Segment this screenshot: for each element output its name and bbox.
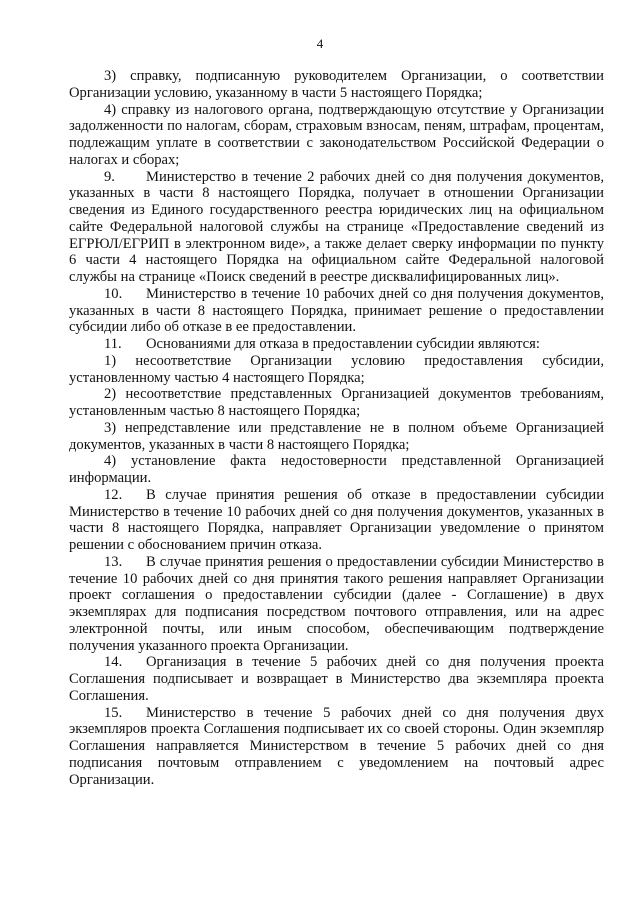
paragraph-11 (69, 336, 604, 353)
page-number: 4 (316, 36, 324, 51)
paragraph-text: 1) несоответствие Организации условию предоставления субсидии, установленному частью 4 настоящего Порядка; (69, 352, 604, 386)
paragraph-text: Министерство в течение 5 рабочих дней со дня получения двух экземпляров проекта Соглашения подписывает их со своей стороны. Один экземпляр Соглашения направляется Министерством в течение 5 рабочих дней со дня подписания почтовым отправлением с уведомлением на почтовый адрес Организации. (69, 704, 604, 788)
paragraph-text: Министерство в течение 10 рабочих дней со дня получения документов, указанных в части 8 настоящего Порядка, принимает решение о предоставлении субсидии либо об отказе в ее предоставлении. (69, 285, 604, 336)
paragraph-number: 9. (104, 168, 115, 185)
paragraph-text: 4) установление факта недостоверности представленной Организацией информации. (69, 453, 604, 486)
paragraph-11-item-3 (69, 420, 604, 454)
paragraph-number: 13. (104, 553, 123, 570)
paragraph-15 (69, 705, 604, 789)
paragraph-item-4 (69, 102, 604, 169)
paragraph-11-item-4 (69, 453, 604, 487)
paragraph-text: 3) непредставление или представление не в полном объеме Организацией документов, указанных в части 8 настоящего Порядка; (69, 419, 604, 453)
paragraph-9 (69, 169, 604, 286)
paragraph-number: 12. (104, 486, 123, 503)
paragraph-11-item-2 (69, 386, 604, 420)
paragraph-number: 10. (104, 285, 123, 302)
paragraph-text: 3) справку, подписанную руководителем Организации, о соответствии Организации условию, указанному в части 5 настоящего Порядка; (69, 68, 604, 101)
paragraph-text: Организация в течение 5 рабочих дней со дня получения проекта Соглашения подписывает и возвращает в Министерство два экземпляра проекта Соглашения. (69, 654, 604, 704)
paragraph-text: 4) справку из налогового органа, подтверждающую отсутствие у Организации задолженности по налогам, сборам, страховым взносам, пеням, штрафам, процентам, подлежащим уплате в соответствии с законодательством Российской Федерации о налогах и сборах; (69, 101, 604, 168)
paragraph-text: В случае принятия решения об отказе в предоставлении субсидии Министерство в течение 10 рабочих дней со дня получения документов, указанных в части 8 настоящего Порядка, направляет Организации уведомление о принятом решении с обоснованием причин отказа. (69, 486, 604, 553)
paragraph-number: 14. (104, 654, 123, 671)
paragraph-item-3 (69, 68, 604, 102)
document-body (69, 68, 604, 788)
paragraph-14 (69, 654, 604, 704)
paragraph-text: Министерство в течение 2 рабочих дней со дня получения документов, указанных в части 8 настоящего Порядка, получает в отношении Организации сведения из Единого государственного реестра юридических лиц на официальном сайте Федеральной налоговой службы на странице «Предоставление сведений из ЕГРЮЛ/ЕГРИП в электронном виде», а также делает сверку информации по пункту 6 части 4 настоящего Порядка на официальном сайте Федеральной налоговой службы на странице «Поиск сведений в реестре дисквалифицированных лиц». (69, 168, 604, 285)
paragraph-text: В случае принятия решения о предоставлении субсидии Министерство в течение 10 рабочих дней со дня принятия такого решения направляет Организации проект соглашения о предоставлении субсидии (далее - Соглашение) в двух экземплярах для подписания посредством почтового отправления, или на адрес электронной почты, или иным способом, обеспечивающим подтверждение получения указанного проекта Организации. (69, 553, 604, 654)
paragraph-number: 11. (104, 336, 122, 352)
paragraph-11-item-1 (69, 353, 604, 387)
paragraph-text: Основаниями для отказа в предоставлении субсидии являются: (146, 336, 540, 352)
paragraph-13 (69, 554, 604, 655)
paragraph-10 (69, 286, 604, 336)
paragraph-text: 2) несоответствие представленных Организацией документов требованиям, установленным частью 8 настоящего Порядка; (69, 386, 604, 419)
paragraph-number: 15. (104, 704, 123, 721)
paragraph-12 (69, 487, 604, 554)
